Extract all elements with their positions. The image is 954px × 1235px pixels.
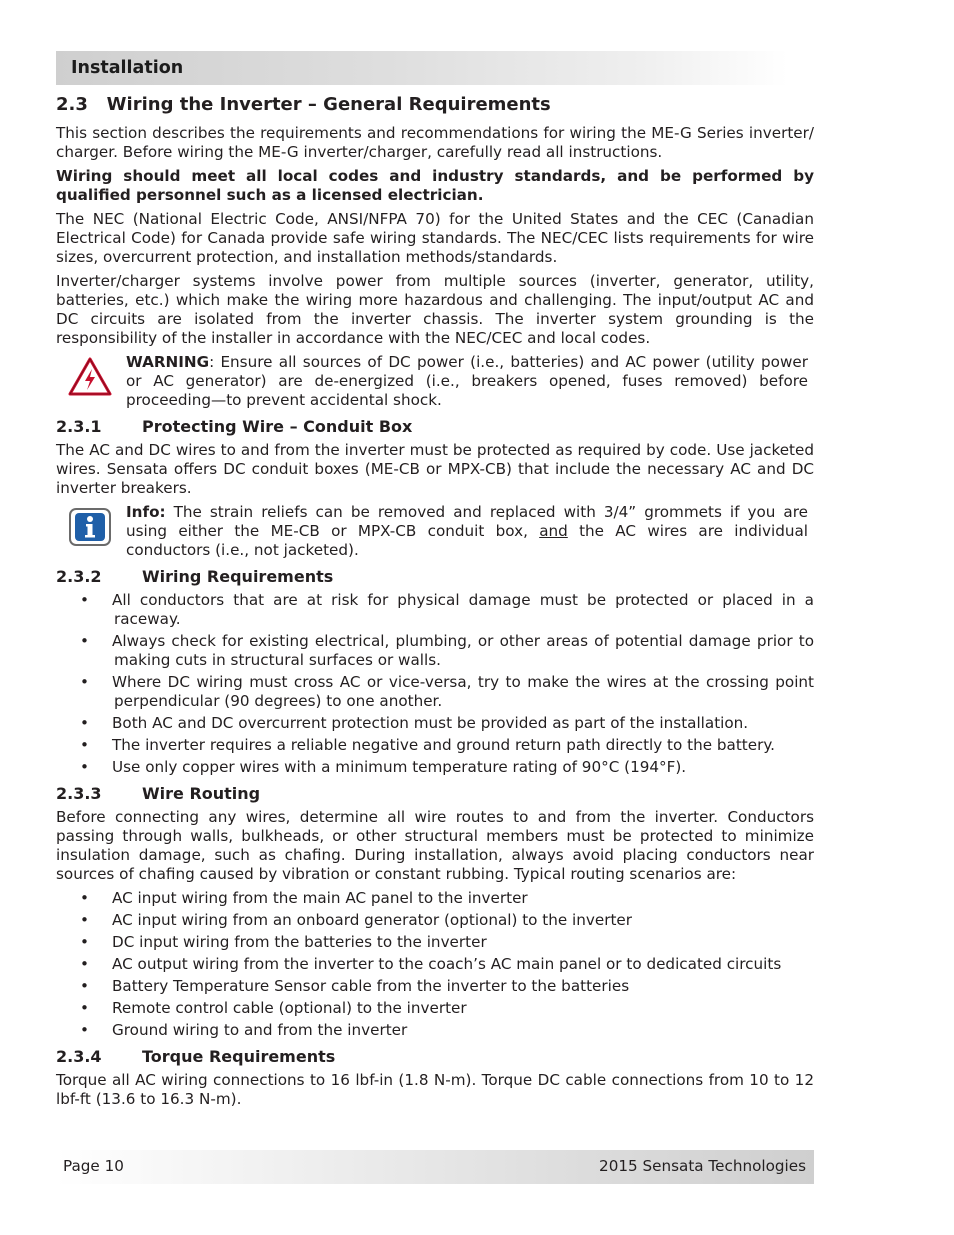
list-item: • AC output wiring from the inverter to the coach’s AC main panel or to dedicated circuits (80, 955, 782, 973)
routing-paragraph: Before connecting any wires, determine all wire routes to and from the inverter. Conductors passing through walls, bulkheads, or other structural members must be protected to minimize insulation damage, such as chafing. During installation, always avoid placing conductors near sources of chafing caused by vibration or constant rubbing. Typical routing scenarios are: (56, 808, 814, 883)
conduit-paragraph: The AC and DC wires to and from the inverter must be protected as required by code. Use jacketed wires. Sensata offers DC conduit boxes (ME-CB or MPX-CB) that include the necessary AC and DC inverter breakers. (56, 441, 814, 497)
page-number: Page 10 (63, 1157, 124, 1175)
list-item: • Always check for existing electrical, plumbing, or other areas of potential damage prior to making cuts in structural surfaces or walls. (80, 632, 814, 669)
underlined-and: and (539, 522, 568, 540)
wiring-requirements-list (56, 591, 814, 777)
warning-text: : Ensure all sources of DC power (i.e., batteries) and AC power (utility power or AC generator) are de-energized (i.e., breakers opened, fuses removed) before proceeding—to prevent accidental shock. (126, 353, 808, 409)
header-title: Installation (71, 58, 184, 78)
routing-list (56, 889, 814, 1040)
section-title: 2.3 Wiring the Inverter – General Requirements (56, 94, 551, 115)
list-item: • Battery Temperature Sensor cable from the inverter to the batteries (80, 977, 630, 995)
list-item: • Where DC wiring must cross AC or vice-versa, try to make the wires at the crossing point perpendicular (90 degrees) to one another. (80, 673, 814, 710)
codes-paragraph: Wiring should meet all local codes and industry standards, and be performed by qualified personnel such as a licensed electrician. (56, 167, 814, 204)
subsection-2-3-1-title: 2.3.1 Protecting Wire – Conduit Box (56, 417, 413, 436)
page-content (56, 93, 814, 1114)
info-label: Info: (126, 503, 166, 521)
subsection-2-3-4-title: 2.3.4 Torque Requirements (56, 1047, 336, 1066)
list-item: • Both AC and DC overcurrent protection must be provided as part of the installation. (80, 714, 749, 732)
shock-warning-icon (68, 357, 112, 402)
torque-paragraph: Torque all AC wiring connections to 16 lbf-in (1.8 N-m). Torque DC cable connections from 10 to 12 lbf-ft (13.6 to 16.3 N-m). (56, 1071, 814, 1108)
list-item: • Remote control cable (optional) to the inverter (80, 999, 467, 1017)
info-icon (68, 507, 112, 552)
list-item: • AC input wiring from the main AC panel to the inverter (80, 889, 528, 907)
info-note: Info: The strain reliefs can be removed and replaced with 3/4” grommets if you are using either the ME-CB or MPX-CB conduit box, and the AC wires are individual conductors (i.e., not jacketed). (56, 503, 814, 560)
list-item: • DC input wiring from the batteries to the inverter (80, 933, 487, 951)
systems-paragraph: Inverter/charger systems involve power from multiple sources (inverter, generator, utility, batteries, etc.) which make the wiring more hazardous and challenging. The input/output AC and DC circuits are isolated from the inverter chassis. The inverter system grounding is the responsibility of the installer in accordance with the NEC/CEC and local codes. (56, 272, 814, 347)
list-item: • AC input wiring from an onboard generator (optional) to the inverter (80, 911, 633, 929)
list-item: • Use only copper wires with a minimum temperature rating of 90°C (194°F). (80, 758, 687, 776)
intro-paragraph: This section describes the requirements and recommendations for wiring the ME-G Series inverter/ charger. Before wiring the ME-G inverter/charger, carefully read all instructions. (56, 124, 814, 161)
company-name: 2015 Sensata Technologies (599, 1157, 806, 1175)
nec-paragraph: The NEC (National Electric Code, ANSI/NFPA 70) for the United States and the CEC (Canadian Electrical Code) for Canada provide safe wiring standards. The NEC/CEC lists requirements for wire sizes, overcurrent protection, and installation methods/standards. (56, 210, 814, 266)
subsection-2-3-2-title: 2.3.2 Wiring Requirements (56, 567, 334, 586)
list-item: • Ground wiring to and from the inverter (80, 1021, 408, 1039)
subsection-2-3-3-title: 2.3.3 Wire Routing (56, 784, 261, 803)
list-item: • The inverter requires a reliable negative and ground return path directly to the battery. (80, 736, 775, 754)
list-item: • All conductors that are at risk for physical damage must be protected or placed in a raceway. (80, 591, 814, 628)
header-bar (56, 51, 788, 85)
warning-note (56, 353, 814, 410)
warning-label: WARNING (126, 353, 210, 371)
footer-bar (56, 1150, 814, 1184)
